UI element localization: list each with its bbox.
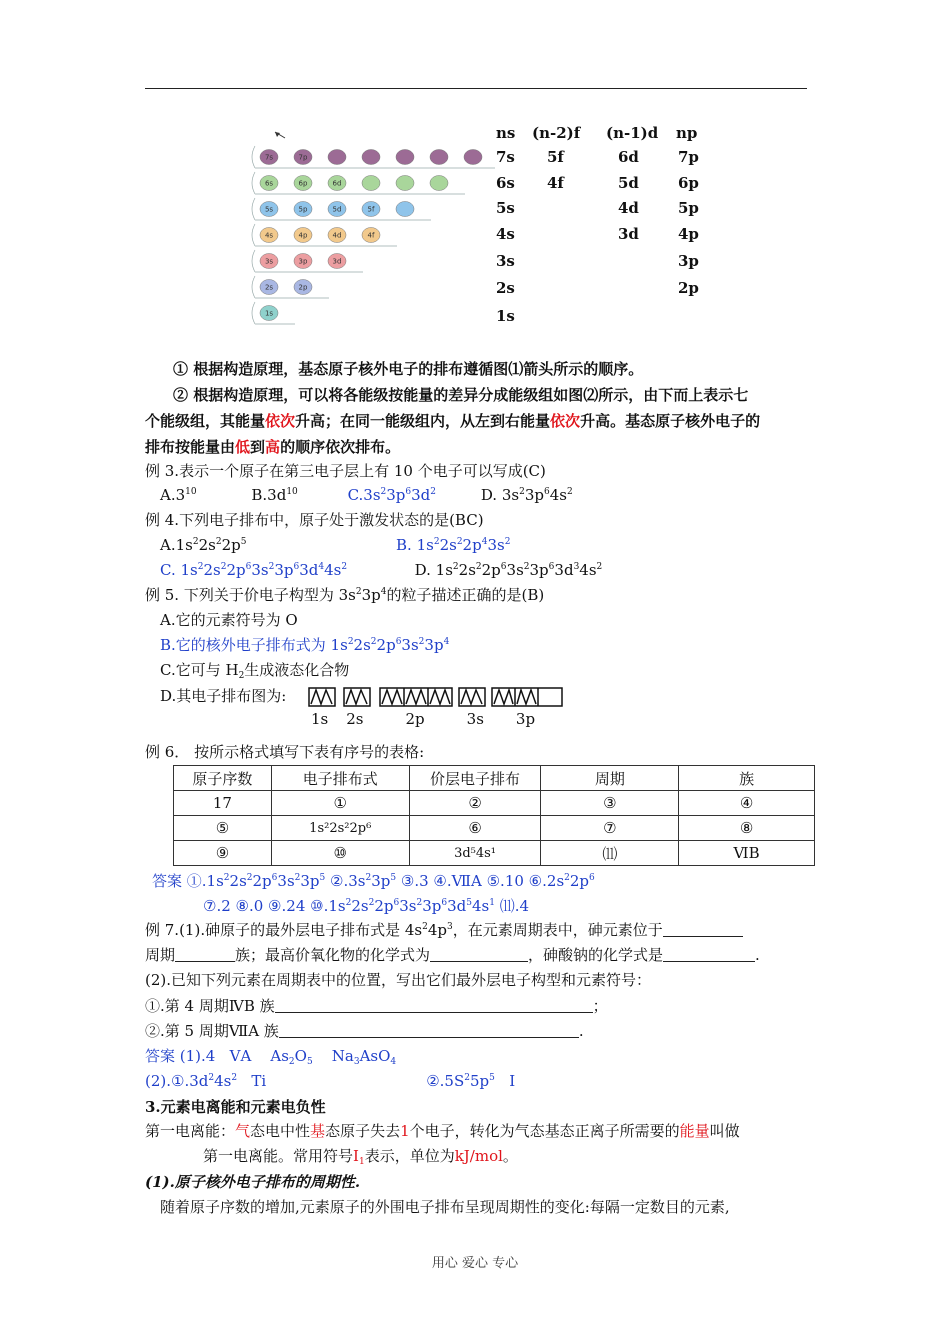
example-7-line5: ②.第 5 周期ⅦA 族 . <box>145 1022 584 1040</box>
level-cell: 5p <box>678 199 699 217</box>
example-4-cd: C. $1s^22s^22p^63s^23p^63d^44s^2$ D. $1s^22s^22p^63s^23p^63d^34s^2$ <box>160 561 603 579</box>
level-cell: 5d <box>618 174 639 192</box>
orbital-r1c3 <box>362 176 380 191</box>
para-2a: ② 根据构造原理，可以将各能级按能量的差异分成能级组如图⑵所示，由下而上表示七 <box>173 386 749 404</box>
orbital-r1c5 <box>430 176 448 191</box>
orbital-label: 4s <box>264 231 274 240</box>
example-7-line3: (2).已知下列元素在周期表中的位置，写出它们最外层电子构型和元素符号： <box>145 971 652 989</box>
example-6: 例 6． 按所示格式填写下表有序号的表格: <box>145 743 425 761</box>
example-7-line2: 周期 族；最高价氧化物的化学式为 ，砷酸钠的化学式是 . <box>145 946 760 964</box>
example-4-ab: $A.1s^22s^22p^5$ B. $1s^22s^22p^43s^2$ <box>160 536 511 554</box>
orbital-label: 5s <box>264 205 274 214</box>
example-5: 例 5. 下列关于价电子构型为 $3s^23p^4$的粒子描述正确的是(B) <box>145 586 545 604</box>
level-cell: 2p <box>678 279 699 297</box>
orbital-label: 6d <box>332 179 342 188</box>
orbital-label: 2p <box>298 283 308 292</box>
orbital-label: 3d <box>332 257 342 266</box>
answer-6-line2: ⑦.2 ⑧.0 ⑨.24 $⑩.1s^22s^22p^63s^23p^63d^54s^1$ ⑾.4 <box>203 897 530 915</box>
level-cell: 4s <box>496 225 515 243</box>
level-cell: 4d <box>618 199 639 217</box>
example-4: 例 4.下列电子排布中，原子处于激发状态的是(BC) <box>145 511 484 529</box>
page-footer: 用心 爱心 专心 <box>431 1256 519 1271</box>
level-cell: 5f <box>547 148 564 166</box>
example-3-options: $A.3^{10}$ $B.3d^{10}$ $C.3s^23p^63d^2$ D. $3s^23p^64s^2$ <box>160 486 573 504</box>
level-header: (n-2)f <box>532 124 581 142</box>
orbital-label: 3s <box>264 257 274 266</box>
orbital-r0c4 <box>396 150 414 165</box>
level-cell: 3s <box>496 252 515 270</box>
level-header: (n-1)d <box>606 124 659 142</box>
level-cell: 4f <box>547 174 564 192</box>
table-header-row: 原子序数 电子排布式 价层电子排布 周期 族 <box>174 766 815 791</box>
orbital-box-diagram <box>308 686 564 708</box>
example-7-line1: 例 7.(1).砷原子的最外层电子排布式是 $4s^24p^3$，在元素周期表中，砷元素位于 <box>145 919 743 941</box>
para-1: ① 根据构造原理，基态原子核外电子的排布遵循图⑴箭头所示的顺序。 <box>173 360 644 378</box>
level-cell: 6s <box>496 174 515 192</box>
orbital-label: 5f <box>367 205 375 214</box>
level-cell: 7p <box>678 148 699 166</box>
example-5-a: A.它的元素符号为 O <box>160 611 298 629</box>
orbital-r0c2 <box>328 150 346 165</box>
level-header: ns <box>496 124 516 142</box>
orbital-label: 6s <box>264 179 274 188</box>
orbital-label: 7s <box>264 153 274 162</box>
example-6-table <box>173 765 815 866</box>
example-3: 例 3.表示一个原子在第三电子层上有 10 个电子可以写成(C) <box>145 462 546 480</box>
level-cell: 5s <box>496 199 515 217</box>
orbital-label: 2s <box>264 283 274 292</box>
level-cell: 2s <box>496 279 515 297</box>
orbital-label: 1s <box>264 309 274 318</box>
header-rule <box>145 88 807 89</box>
example-5-b: B.它的核外电子排布式为 $1s^22s^22p^63s^23p^4$ <box>160 636 450 654</box>
answer-6-line1: 答案 $①.1s^22s^22p^63s^23p^5$ $②.3s^23p^5$ ③.3 ④.ⅦA ⑤.10 $⑥.2s^22p^6$ <box>152 872 595 890</box>
subsection-1-title: (1).原子核外电子排布的周期性. <box>145 1173 361 1191</box>
para-2c: 排布按能量由低到高的顺序依次排布。 <box>145 438 401 456</box>
example-5-c: C.它可与 $H_2$生成液态化合物 <box>160 661 350 681</box>
level-cell: 7s <box>496 148 515 166</box>
orbital-r2c4 <box>396 202 414 217</box>
level-cell: 6d <box>618 148 639 166</box>
aufbau-diagram <box>245 128 495 330</box>
orbital-label: 4d <box>332 231 342 240</box>
orbital-label: 3p <box>298 257 308 266</box>
orbital-label: 4p <box>298 231 308 240</box>
orbital-r0c6 <box>464 150 482 165</box>
table-row: 17 ① ② ③ ④ <box>174 791 815 816</box>
orbital-label: 6p <box>298 179 308 188</box>
level-cell: 4p <box>678 225 699 243</box>
para-2b: 个能级组，其能量依次升高；在同一能级组内，从左到右能量依次升高。基态原子核外电子的 <box>145 412 761 430</box>
orbital-r0c3 <box>362 150 380 165</box>
level-cell: 3d <box>618 225 639 243</box>
orbital-label: 5p <box>298 205 308 214</box>
orbital-label: 7p <box>298 153 308 162</box>
table-row: ⑤ 1s²2s²2p⁶ ⑥ ⑦ ⑧ <box>174 816 815 841</box>
answer-7-line2: $(2).①.3d^24s^2$ Ti $②.5S^25p^5$ I <box>145 1072 516 1090</box>
section-3-title: 3.元素电离能和元素电负性 <box>145 1098 326 1116</box>
level-cell: 3p <box>678 252 699 270</box>
level-cell: 1s <box>496 307 515 325</box>
box-labels: 1s 2s 2p 3s 3p <box>311 710 536 728</box>
level-cell: 6p <box>678 174 699 192</box>
example-5-d: D.其电子排布图为: <box>160 687 287 705</box>
orbital-label: 4f <box>367 231 375 240</box>
orbital-r0c5 <box>430 150 448 165</box>
last-paragraph: 随着原子序数的增加,元素原子的外围电子排布呈现周期性的变化:每隔一定数目的元素, <box>160 1198 730 1216</box>
orbital-label: 5d <box>332 205 342 214</box>
level-header: np <box>676 124 698 142</box>
ionization-line1: 第一电离能：气态电中性基态原子失去1个电子，转化为气态基态正离子所需要的能量叫做 <box>145 1122 740 1140</box>
ionization-line2: 第一电离能。常用符号$I_1$表示，单位为kJ/mol。 <box>203 1147 518 1167</box>
example-7-line4: ①.第 4 周期ⅣB 族 ； <box>145 997 608 1015</box>
table-row: ⑨ ⑩ 3d⁵4s¹ ⑾ ⅥB <box>174 841 815 866</box>
answer-7-line1: 答案 (1).4 ⅤA $As_2O_5$ $Na_3AsO_4$ <box>145 1047 397 1067</box>
orbital-r1c4 <box>396 176 414 191</box>
